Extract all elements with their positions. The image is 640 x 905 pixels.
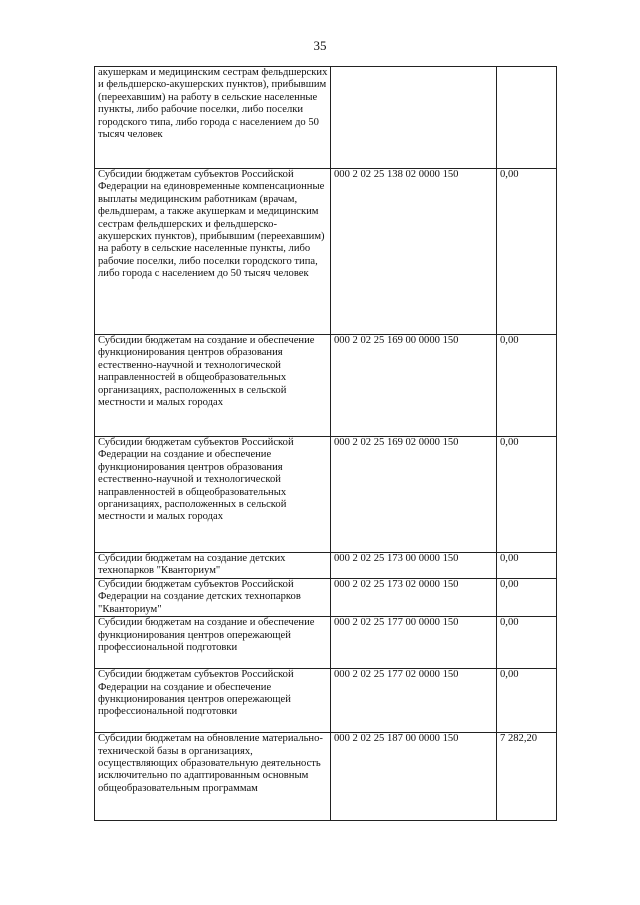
row-code-cell: 000 2 02 25 173 00 0000 150 [331, 553, 497, 579]
row-description-cell: Субсидии бюджетам на создание детских технопарков "Кванториум" [95, 553, 331, 579]
row-amount-cell: 0,00 [497, 579, 557, 617]
row-description-cell: Субсидии бюджетам субъектов Российской Федерации на создание и обеспечение функционирования центров опережающей профессиональной подготовки [95, 669, 331, 733]
row-amount-cell: 0,00 [497, 169, 557, 335]
row-amount-cell: 7 282,20 [497, 733, 557, 821]
row-amount-cell [497, 67, 557, 169]
table-row [95, 437, 557, 553]
row-description-cell: Субсидии бюджетам субъектов Российской Федерации на создание детских технопарков "Кванториум" [95, 579, 331, 617]
budget-revenue-table [94, 66, 557, 821]
row-code-cell [331, 67, 497, 169]
row-amount-cell: 0,00 [497, 617, 557, 669]
row-code-cell: 000 2 02 25 169 00 0000 150 [331, 335, 497, 437]
row-amount-cell: 0,00 [497, 437, 557, 553]
row-description-cell: Субсидии бюджетам на обновление материально-технической базы в организациях, осуществляющих образовательную деятельность исключительно по адаптированным основным общеобразовательным программам [95, 733, 331, 821]
table-row [95, 553, 557, 579]
row-amount-cell: 0,00 [497, 335, 557, 437]
page-number: 35 [313, 38, 327, 53]
row-code-cell: 000 2 02 25 177 00 0000 150 [331, 617, 497, 669]
row-code-cell: 000 2 02 25 177 02 0000 150 [331, 669, 497, 733]
table-row [95, 669, 557, 733]
row-description-cell: Субсидии бюджетам субъектов Российской Федерации на создание и обеспечение функционирования центров образования естественно-научной и технологической направленностей в общеобразовательных организациях, расположенных в сельской местности и малых городах [95, 437, 331, 553]
table-row [95, 733, 557, 821]
table-row [95, 335, 557, 437]
row-description-cell: Субсидии бюджетам на создание и обеспечение функционирования центров образования естественно-научной и технологической направленностей в общеобразовательных организациях, расположенных в сельской местности и малых городах [95, 335, 331, 437]
row-code-cell: 000 2 02 25 138 02 0000 150 [331, 169, 497, 335]
row-amount-cell: 0,00 [497, 669, 557, 733]
table-row [95, 67, 557, 169]
row-amount-cell: 0,00 [497, 553, 557, 579]
row-code-cell: 000 2 02 25 173 02 0000 150 [331, 579, 497, 617]
table-row [95, 617, 557, 669]
table-row [95, 169, 557, 335]
row-description-cell: Субсидии бюджетам субъектов Российской Федерации на единовременные компенсационные выплаты медицинским работникам (врачам, фельдшерам, а также акушеркам и медицинским сестрам фельдшерских и фельдшерско-акушерских пунктов), прибывшим (переехавшим) на работу в сельские населенные пункты, либо рабочие поселки, либо поселки городского типа, либо города с населением до 50 тысяч человек [95, 169, 331, 335]
table-row [95, 579, 557, 617]
row-description-cell: акушеркам и медицинским сестрам фельдшерских и фельдшерско-акушерских пунктов), прибывшим (переехавшим) на работу в сельские населенные пункты, либо рабочие поселки, либо поселки городского типа, либо города с населением до 50 тысяч человек [95, 67, 331, 169]
row-description-cell: Субсидии бюджетам на создание и обеспечение функционирования центров опережающей профессиональной подготовки [95, 617, 331, 669]
row-code-cell: 000 2 02 25 169 02 0000 150 [331, 437, 497, 553]
row-code-cell: 000 2 02 25 187 00 0000 150 [331, 733, 497, 821]
